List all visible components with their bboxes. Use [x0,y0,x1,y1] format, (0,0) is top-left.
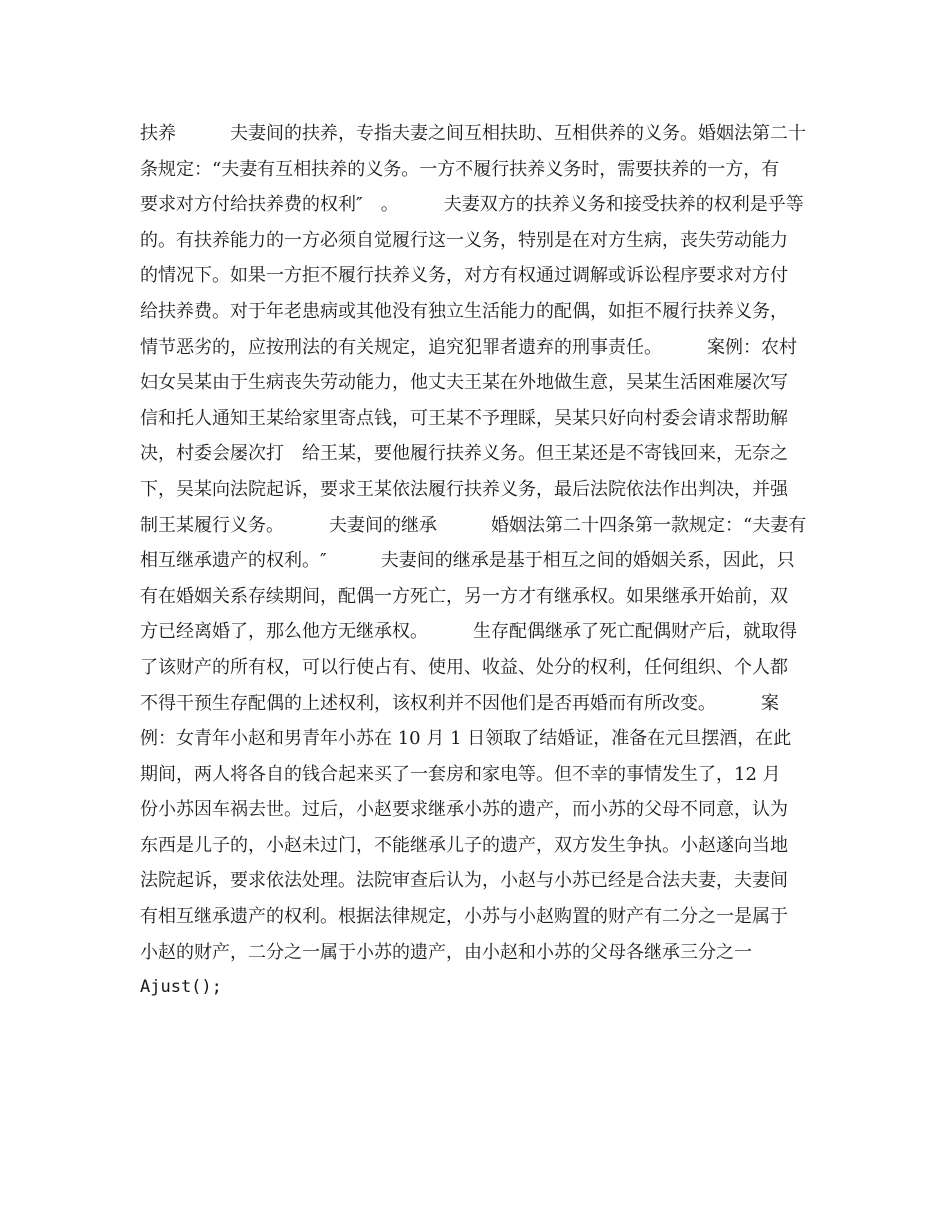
text-line-16: 了该财产的所有权，可以行使占有、使用、收益、处分的权利，任何组织、个人都 [140,656,788,678]
text-line-12: 制王某履行义务。 夫妻间的继承 婚姻法第二十四条第一款规定：“夫妻有 [140,514,807,536]
text-line-3: 要求对方付给扶养费的权利″ 。 夫妻双方的扶养义务和接受扶养的权利是乎等 [140,194,804,216]
text-line-18: 例：女青年小赵和男青年小苏在 10 月 1 日领取了结婚证，准备在元旦摆酒，在此 [140,728,792,750]
text-line-6: 给扶养费。对于年老患病或其他没有独立生活能力的配偶，如拒不履行扶养义务， [140,300,788,322]
text-line-21: 东西是儿子的，小赵未过门，不能继承儿子的遗产，双方发生争执。小赵遂向当地 [140,834,788,856]
text-line-7: 情节恶劣的，应按刑法的有关规定，追究犯罪者遗弃的刑事责任。 案例：农村 [140,336,797,358]
text-line-14: 有在婚姻关系存续期间，配偶一方死亡，另一方才有继承权。如果继承开始前，双 [140,585,788,607]
text-line-2: 条规定：“夫妻有互相扶养的义务。一方不履行扶养义务时，需要扶养的一方，有 [140,158,780,180]
text-line-5: 的情况下。如果一方拒不履行扶养义务，对方有权通过调解或诉讼程序要求对方付 [140,265,788,287]
code-snippet-line: Ajust(); [140,977,222,998]
body-text [140,116,812,1006]
text-line-4: 的。有扶养能力的一方必须自觉履行这一义务，特别是在对方生病，丧失劳动能力 [140,229,788,251]
text-line-19: 期间，两人将各自的钱合起来买了一套房和家电等。但不幸的事情发生了，12 月 [140,763,781,785]
text-line-23: 有相互继承遗产的权利。根据法律规定，小苏与小赵购置的财产有二分之一是属于 [140,906,788,928]
text-line-9: 信和托人通知王某给家里寄点钱，可王某不予理睬，吴某只好向村委会请求帮助解 [140,407,788,429]
text-line-15: 方已经离婚了，那么他方无继承权。 生存配偶继承了死亡配偶财产后，就取得 [140,621,797,643]
text-line-11: 下，吴某向法院起诉，要求王某依法履行扶养义务，最后法院依法作出判决，并强 [140,478,788,500]
text-line-1: 扶养 夫妻间的扶养，专指夫妻之间互相扶助、互相供养的义务。婚姻法第二十 [140,123,806,144]
text-line-10: 决，村委会屡次打 给王某，要他履行扶养义务。但王某还是不寄钱回来，无奈之 [140,443,788,465]
text-line-8: 妇女吴某由于生病丧失劳动能力，他丈夫王某在外地做生意，吴某生活困难屡次写 [140,372,788,394]
text-line-13: 相互继承遗产的权利。″ 夫妻间的继承是基于相互之间的婚姻关系，因此，只 [140,550,795,572]
text-line-17: 不得干预生存配偶的上述权利，该权利并不因他们是否再婚而有所改变。 案 [140,692,779,714]
text-line-20: 份小苏因车祸去世。过后，小赵要求继承小苏的遗产，而小苏的父母不同意，认为 [140,799,788,821]
text-line-24: 小赵的财产，二分之一属于小苏的遗产，由小赵和小苏的父母各继承三分之一 [140,941,752,963]
text-line-22: 法院起诉，要求依法处理。法院审查后认为，小赵与小苏已经是合法夫妻，夫妻间 [140,870,788,892]
